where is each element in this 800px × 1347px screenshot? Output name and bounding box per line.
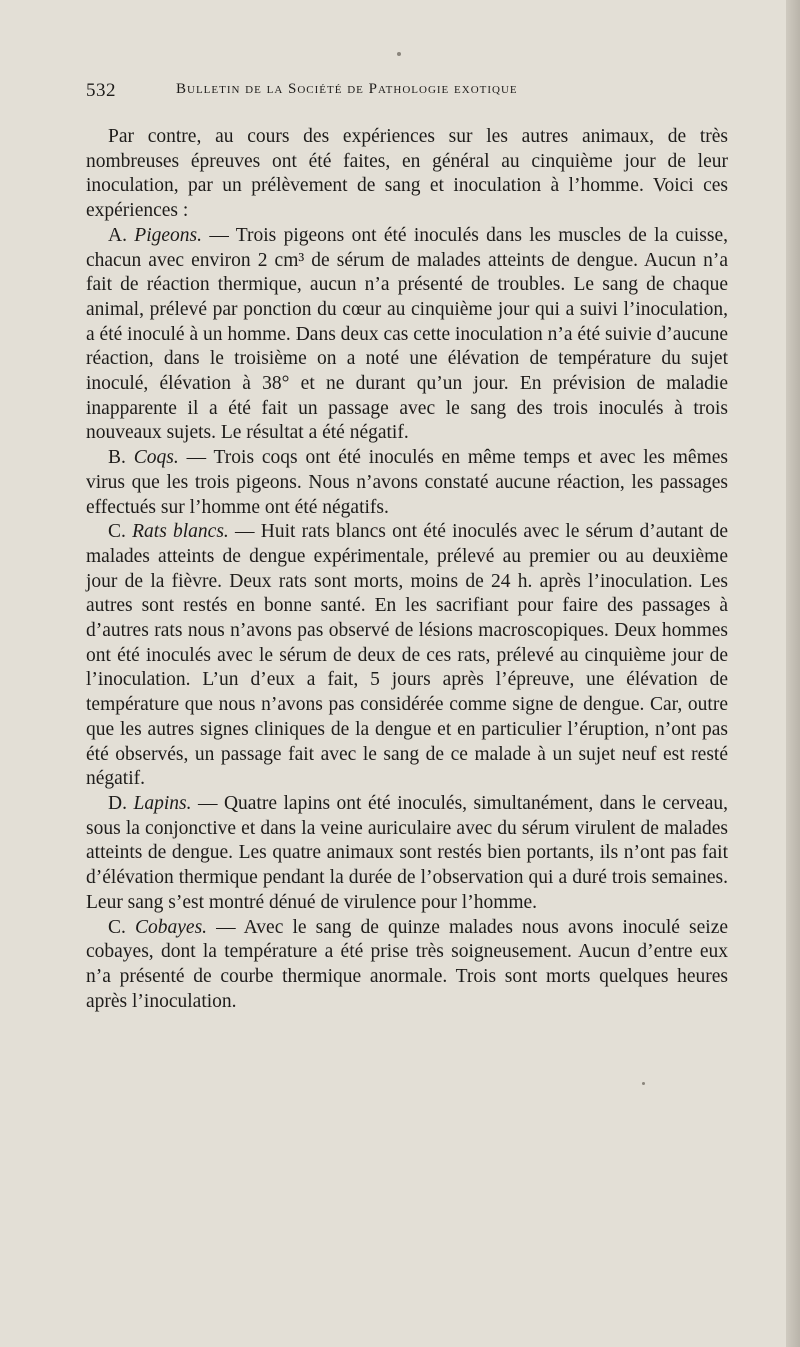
page-edge [786,0,800,1347]
section-coqs [86,446,728,520]
section-marker: A. [108,224,127,246]
section-label: Lapins. [133,792,192,814]
paragraph-text: — Huit rats blancs ont été inoculés avec le sérum d’autant de malades atteints de dengue expérimentale, prélevé au premier ou au deuxième jour de la fièvre. Deux rats sont morts, moins de 24 h. après l’inoculation. Les autres sont restés en bonne santé. En les sacrifiant pour faire des passages à d’autres rats nous n’avons pas observé de lésions macroscopiques. Deux hommes ont été inoculés avec le sérum de deux de ces rats, prélevé au cinquième jour de l’inoculation. L’un d’eux a fait, 5 jours après l’épreuve, une élévation de température que nous n’avons pas considérée comme signe de dengue. Car, outre que les autres signes cliniques de la dengue et en particulier l’éruption, n’ont pas été observés, un passage fait avec le sang de ce malade à un sujet neuf est resté négatif. [86,521,729,790]
paragraph-text: — Avec le sang de quinze malades nous avons inoculé seize cobayes, dont la température a été prise très soigneusement. Aucun d’entre eux n’a présenté de courbe thermique anormale. Trois sont morts quelques heures après l’inoculation. [86,916,729,1012]
page-number: 532 [86,80,116,101]
page-header [86,80,726,110]
paper-speck [397,52,401,56]
body-text [86,125,728,1014]
section-label: Rats blancs. [132,521,229,543]
section-lapins [86,792,728,916]
section-rats-blancs [86,520,728,792]
section-label: Cobayes. [135,916,208,938]
paragraph-text: Par contre, au cours des expériences sur les autres animaux, de très nombreuses épreuves ont été faites, en général au cinquième jour de leur inoculation, par un prélèvement de sang et inoculation à l’homme. Voici ces expériences : [86,126,728,222]
section-label: Pigeons. [134,224,202,246]
paragraph-text: — Trois coqs ont été inoculés en même temps et avec les mêmes virus que les trois pigeons. Nous n’avons constaté aucune réaction, les passages effectués sur l’homme ont été négatifs. [86,447,728,518]
paper-speck [642,1082,645,1085]
running-title: Bulletin de la Société de Pathologie exotique [176,81,518,97]
paragraph-text: — Quatre lapins ont été inoculés, simultanément, dans le cerveau, sous la conjonctive et dans la veine auriculaire avec du sérum virulent de malades atteints de dengue. Les quatre animaux sont restés bien portants, ils n’ont pas fait d’élévation thermique pendant la durée de l’observation qui a duré trois semaines. Leur sang s’est montré dénué de virulence pour l’homme. [86,792,729,913]
section-marker: D. [108,792,127,814]
section-pigeons [86,224,728,446]
section-marker: C. [108,916,126,938]
section-label: Coqs. [133,447,179,469]
paragraph-text: — Trois pigeons ont été inoculés dans les muscles de la cuisse, chacun avec environ 2 cm³ de sérum de malades atteints de dengue. Aucun n’a fait de réaction thermique, aucun n’a présenté de troubles. Le sang de chaque animal, prélevé par ponction du cœur au cinquième jour qui a suivi l’inoculation, a été inoculé à un homme. Dans deux cas cette inoculation n’a été suivie d’aucune réaction, dans le troisième on a noté une élévation de température du sujet inoculé, élévation à 38° et ne durant qu’un jour. En prévision de maladie inapparente il a été fait un passage avec le sang des trois inoculés à trois nouveaux sujets. Le résultat a été négatif. [86,224,729,444]
intro-paragraph [86,125,728,224]
section-marker: C. [108,521,126,543]
section-cobayes [86,916,728,1015]
section-marker: B. [108,447,126,469]
